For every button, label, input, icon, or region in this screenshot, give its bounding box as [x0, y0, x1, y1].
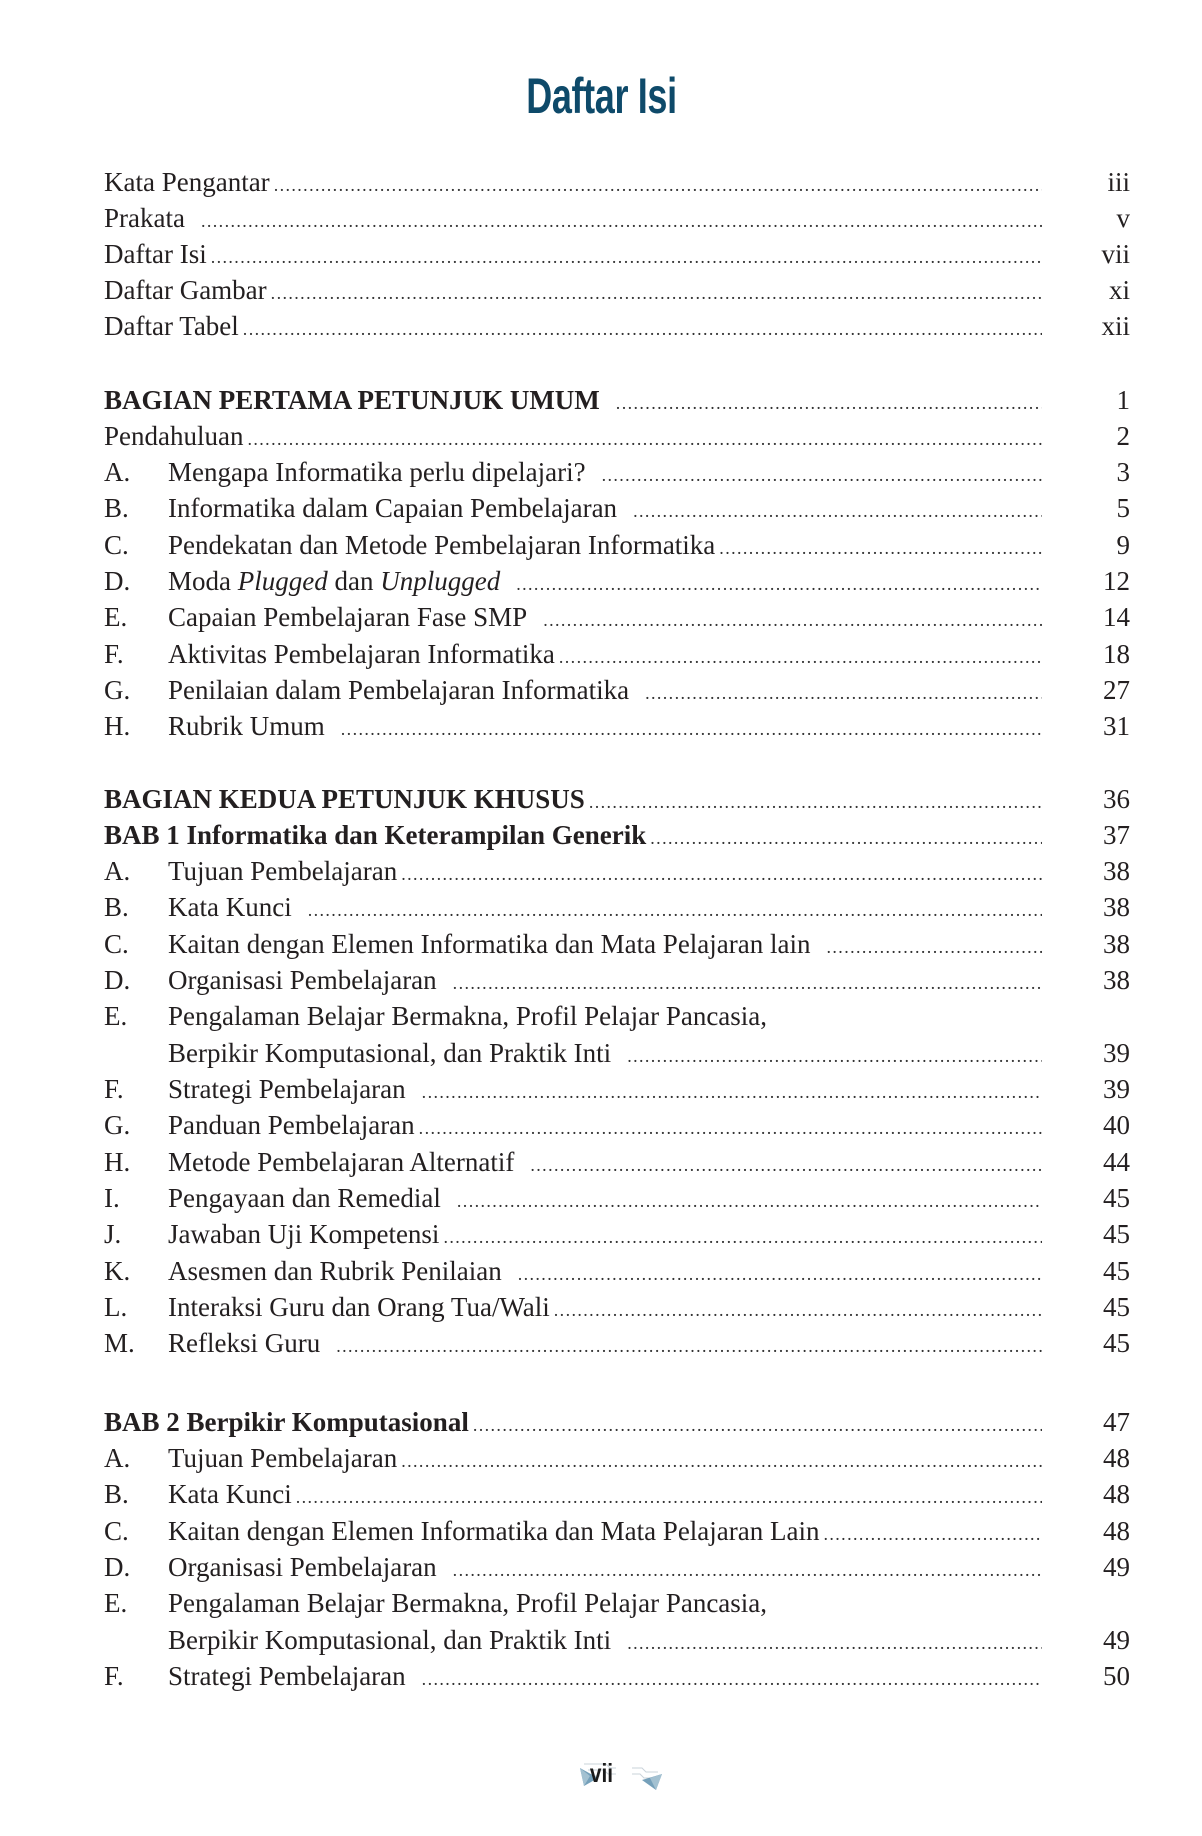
toc-page-number: vii	[1101, 239, 1130, 269]
toc-page-number: 12	[1103, 566, 1130, 596]
dot-leader	[336, 1329, 1042, 1363]
toc-entry-letter: I.	[104, 1183, 120, 1213]
toc-entry-pendahuluan[interactable]	[104, 419, 1130, 453]
toc-entry-letter: A.	[104, 457, 131, 487]
toc-entry[interactable]	[104, 528, 1130, 562]
dot-leader	[453, 966, 1042, 1000]
toc-entry[interactable]	[104, 1145, 1130, 1179]
page-number	[0, 1758, 1202, 1788]
dot-leader	[473, 1408, 1042, 1442]
toc-page-number: 31	[1103, 711, 1130, 741]
toc-entry[interactable]	[104, 1659, 1130, 1693]
toc-entry-label: Pengalaman Belajar Bermakna, Profil Pelajar Pancasia,	[168, 1586, 771, 1620]
toc-page-number: xii	[1101, 311, 1130, 341]
dot-leader	[627, 1039, 1042, 1073]
dot-leader	[827, 930, 1043, 964]
dot-leader	[211, 240, 1042, 274]
toc-page-number: 36	[1103, 784, 1130, 814]
toc-entry-label: Organisasi Pembelajaran	[168, 963, 453, 997]
toc-entry-label	[168, 564, 516, 598]
toc-entry-letter: E.	[104, 1001, 128, 1031]
toc-entry[interactable]	[104, 455, 1130, 489]
toc-page-number: 49	[1103, 1625, 1130, 1655]
toc-page-number: 40	[1103, 1110, 1130, 1140]
toc-entry[interactable]	[104, 491, 1130, 525]
dot-leader	[422, 1075, 1042, 1109]
toc-entry-letter: H.	[104, 1147, 131, 1177]
toc-page-number: 27	[1103, 675, 1130, 705]
dot-leader	[401, 857, 1042, 891]
toc-entry-label: Kata Kunci	[168, 1477, 296, 1511]
dot-leader	[341, 712, 1042, 746]
dot-leader	[554, 1293, 1042, 1327]
dot-leader	[274, 168, 1042, 202]
toc-entry-letter: B.	[104, 493, 129, 523]
toc-entry-label: Kaitan dengan Elemen Informatika dan Mata Pelajaran lain	[168, 927, 827, 961]
toc-page-number: 3	[1116, 457, 1130, 487]
toc-entry-label: Tujuan Pembelajaran	[168, 1441, 401, 1475]
dot-leader	[719, 531, 1042, 565]
toc-page-number: 45	[1103, 1328, 1130, 1358]
toc-entry[interactable]	[104, 854, 1130, 888]
toc-page-number: 2	[1116, 421, 1130, 451]
toc-entry-label: Prakata	[104, 201, 201, 235]
toc-entry-label: Tujuan Pembelajaran	[168, 854, 401, 888]
toc-heading-bagian-pertama[interactable]	[104, 383, 1130, 417]
toc-entry-label: Kata Pengantar	[104, 165, 274, 199]
toc-entry-letter: M.	[104, 1328, 135, 1358]
dot-leader	[308, 893, 1042, 927]
toc-page-number: 38	[1103, 929, 1130, 959]
toc-entry-daftar-isi[interactable]	[104, 237, 1130, 271]
toc-entry-letter: H.	[104, 711, 131, 741]
toc-entry-letter: E.	[104, 1588, 128, 1618]
toc-entry-line2[interactable]	[104, 1036, 1130, 1070]
toc-entry-label: Interaksi Guru dan Orang Tua/Wali	[168, 1290, 554, 1324]
toc-entry[interactable]	[104, 1477, 1130, 1511]
toc-entry-label: Organisasi Pembelajaran	[168, 1550, 453, 1584]
page-footer	[0, 1752, 1202, 1796]
toc-entry-label: Rubrik Umum	[168, 709, 341, 743]
toc-entry-label: Pengalaman Belajar Bermakna, Profil Pelajar Pancasia,	[168, 999, 771, 1033]
toc-page-number: iii	[1107, 167, 1130, 197]
toc-entry-label: Refleksi Guru	[168, 1326, 336, 1360]
dot-leader	[559, 640, 1042, 674]
toc-entry-label: Pendekatan dan Metode Pembelajaran Informatika	[168, 528, 719, 562]
label-part-italic: Unplugged	[380, 566, 501, 596]
toc-entry-label: Jawaban Uji Kompetensi	[168, 1217, 443, 1251]
dot-leader	[645, 676, 1042, 710]
dot-leader	[589, 785, 1042, 819]
toc-heading-label: BAGIAN PERTAMA PETUNJUK UMUM	[104, 383, 616, 417]
toc-page-number: 1	[1116, 385, 1130, 415]
toc-page-number: 48	[1103, 1443, 1130, 1473]
toc-page-number: 45	[1103, 1183, 1130, 1213]
dot-leader	[627, 1626, 1042, 1660]
dot-leader	[296, 1480, 1042, 1514]
toc-entry-line2[interactable]	[104, 1623, 1130, 1657]
toc-entry-daftar-tabel[interactable]	[104, 309, 1130, 343]
toc-entry-letter: C.	[104, 530, 129, 560]
toc-heading-label: BAB 2 Berpikir Komputasional	[104, 1405, 473, 1439]
toc-entry-letter: C.	[104, 1516, 129, 1546]
toc-heading-bab-1[interactable]	[104, 818, 1130, 852]
toc-entry[interactable]	[104, 1254, 1130, 1288]
dot-leader	[650, 821, 1042, 855]
label-part: Moda	[168, 566, 238, 596]
toc-entry-letter: F.	[104, 1074, 124, 1104]
toc-entry-label: Daftar Tabel	[104, 309, 243, 343]
toc-entry-label: Daftar Gambar	[104, 273, 271, 307]
toc-page-number: 39	[1103, 1038, 1130, 1068]
toc-entry-letter: A.	[104, 1443, 131, 1473]
toc-page-number: 44	[1103, 1147, 1130, 1177]
toc-entry-label: Informatika dalam Capaian Pembelajaran	[168, 491, 633, 525]
page-title	[0, 68, 1202, 124]
toc-entry-label: Panduan Pembelajaran	[168, 1108, 419, 1142]
toc-entry[interactable]	[104, 564, 1130, 598]
label-part-italic: Plugged	[237, 566, 328, 596]
toc-entry[interactable]	[104, 1326, 1130, 1360]
toc-page-number: 14	[1103, 602, 1130, 632]
toc-page-number: 5	[1116, 493, 1130, 523]
toc-page-number: 37	[1103, 820, 1130, 850]
toc-entry-letter: D.	[104, 566, 131, 596]
toc-entry-label: Asesmen dan Rubrik Penilaian	[168, 1254, 518, 1288]
dot-leader	[518, 1257, 1042, 1291]
dot-leader	[633, 494, 1042, 528]
toc-entry-letter: K.	[104, 1256, 131, 1286]
toc-entry[interactable]	[104, 1550, 1130, 1584]
toc-entry-label: Berpikir Komputasional, dan Praktik Inti	[168, 1036, 627, 1070]
toc-page-number: 9	[1116, 530, 1130, 560]
toc-entry[interactable]	[104, 600, 1130, 634]
toc-entry[interactable]	[104, 963, 1130, 997]
toc-entry-letter: F.	[104, 639, 124, 669]
toc-entry-label: Capaian Pembelajaran Fase SMP	[168, 600, 543, 634]
toc-heading-bab-2[interactable]	[104, 1405, 1130, 1439]
toc-entry[interactable]	[104, 1441, 1130, 1475]
toc-heading-bagian-kedua[interactable]	[104, 782, 1130, 816]
toc-entry-label: Kaitan dengan Elemen Informatika dan Mata Pelajaran Lain	[168, 1514, 823, 1548]
toc-entry[interactable]	[104, 927, 1130, 961]
toc-page-number: 45	[1103, 1219, 1130, 1249]
toc-entry-letter: D.	[104, 1552, 131, 1582]
toc-entry-letter: B.	[104, 892, 129, 922]
dot-leader	[823, 1517, 1042, 1551]
toc-entry[interactable]	[104, 709, 1130, 743]
dot-leader	[457, 1184, 1042, 1218]
dot-leader	[422, 1662, 1042, 1696]
toc-page-number: 47	[1103, 1407, 1130, 1437]
toc-page-number: 48	[1103, 1479, 1130, 1509]
toc-heading-label: BAB 1 Informatika dan Keterampilan Generik	[104, 818, 650, 852]
dot-leader	[243, 312, 1042, 346]
toc-entry-label: Berpikir Komputasional, dan Praktik Inti	[168, 1623, 627, 1657]
toc-entry[interactable]	[104, 1217, 1130, 1251]
toc-entry-label: Kata Kunci	[168, 890, 308, 924]
toc-entry-letter: F.	[104, 1661, 124, 1691]
toc-entry-letter: G.	[104, 1110, 131, 1140]
toc-entry-letter: L.	[104, 1292, 128, 1322]
dot-leader	[247, 422, 1042, 456]
toc-entry-kata-pengantar[interactable]	[104, 165, 1130, 199]
toc-page-number: 48	[1103, 1516, 1130, 1546]
toc-entry-letter: B.	[104, 1479, 129, 1509]
toc-heading-label: BAGIAN KEDUA PETUNJUK KHUSUS	[104, 782, 589, 816]
dot-leader	[530, 1148, 1042, 1182]
dot-leader	[516, 567, 1042, 601]
toc-entry[interactable]	[104, 637, 1130, 671]
toc-page-number: 50	[1103, 1661, 1130, 1691]
dot-leader	[543, 603, 1042, 637]
toc-entry-label: Penilaian dalam Pembelajaran Informatika	[168, 673, 645, 707]
toc-entry-letter: J.	[104, 1219, 122, 1249]
toc-page-number: 38	[1103, 892, 1130, 922]
toc-page-number: xi	[1108, 275, 1130, 305]
toc-page-number: 45	[1103, 1292, 1130, 1322]
toc-entry-label: Strategi Pembelajaran	[168, 1072, 422, 1106]
dot-leader	[602, 458, 1042, 492]
toc-entry[interactable]	[104, 1072, 1130, 1106]
toc-entry-daftar-gambar[interactable]	[104, 273, 1130, 307]
page-number-text: vii	[589, 1758, 613, 1788]
toc-entry-label: Daftar Isi	[104, 237, 211, 271]
toc-page-number: 18	[1103, 639, 1130, 669]
dot-leader	[201, 204, 1042, 238]
toc-entry[interactable]	[104, 1108, 1130, 1142]
toc-entry-line1[interactable]	[104, 1586, 1130, 1620]
dot-leader	[453, 1553, 1042, 1587]
dot-leader	[443, 1220, 1042, 1254]
dot-leader	[401, 1444, 1042, 1478]
toc-page-number: 45	[1103, 1256, 1130, 1286]
toc-entry-label: Pendahuluan	[104, 419, 247, 453]
toc-entry-letter: C.	[104, 929, 129, 959]
toc-page-number: 49	[1103, 1552, 1130, 1582]
toc-entry-letter: E.	[104, 602, 128, 632]
toc-entry[interactable]	[104, 673, 1130, 707]
toc-entry-letter: A.	[104, 856, 131, 886]
toc-page-number: v	[1116, 203, 1130, 233]
toc-entry-prakata[interactable]	[104, 201, 1130, 235]
toc-entry-label: Pengayaan dan Remedial	[168, 1181, 457, 1215]
toc-page-number: 38	[1103, 856, 1130, 886]
dot-leader	[616, 386, 1042, 420]
toc-entry-label: Metode Pembelajaran Alternatif	[168, 1145, 530, 1179]
page-title-text: Daftar Isi	[525, 68, 677, 124]
toc-entry[interactable]	[104, 1514, 1130, 1548]
toc-entry-letter: G.	[104, 675, 131, 705]
toc-entry-label: Aktivitas Pembelajaran Informatika	[168, 637, 559, 671]
toc-entry[interactable]	[104, 1290, 1130, 1324]
toc-entry[interactable]	[104, 1181, 1130, 1215]
toc-entry-line1[interactable]	[104, 999, 1130, 1033]
toc-entry-label: Mengapa Informatika perlu dipelajari?	[168, 455, 602, 489]
dot-leader	[419, 1111, 1042, 1145]
toc-page-number: 39	[1103, 1074, 1130, 1104]
toc-page-number: 38	[1103, 965, 1130, 995]
dot-leader	[271, 276, 1042, 310]
toc-entry[interactable]	[104, 890, 1130, 924]
toc-entry-letter: D.	[104, 965, 131, 995]
label-part: dan	[327, 566, 381, 596]
toc-entry-label: Strategi Pembelajaran	[168, 1659, 422, 1693]
